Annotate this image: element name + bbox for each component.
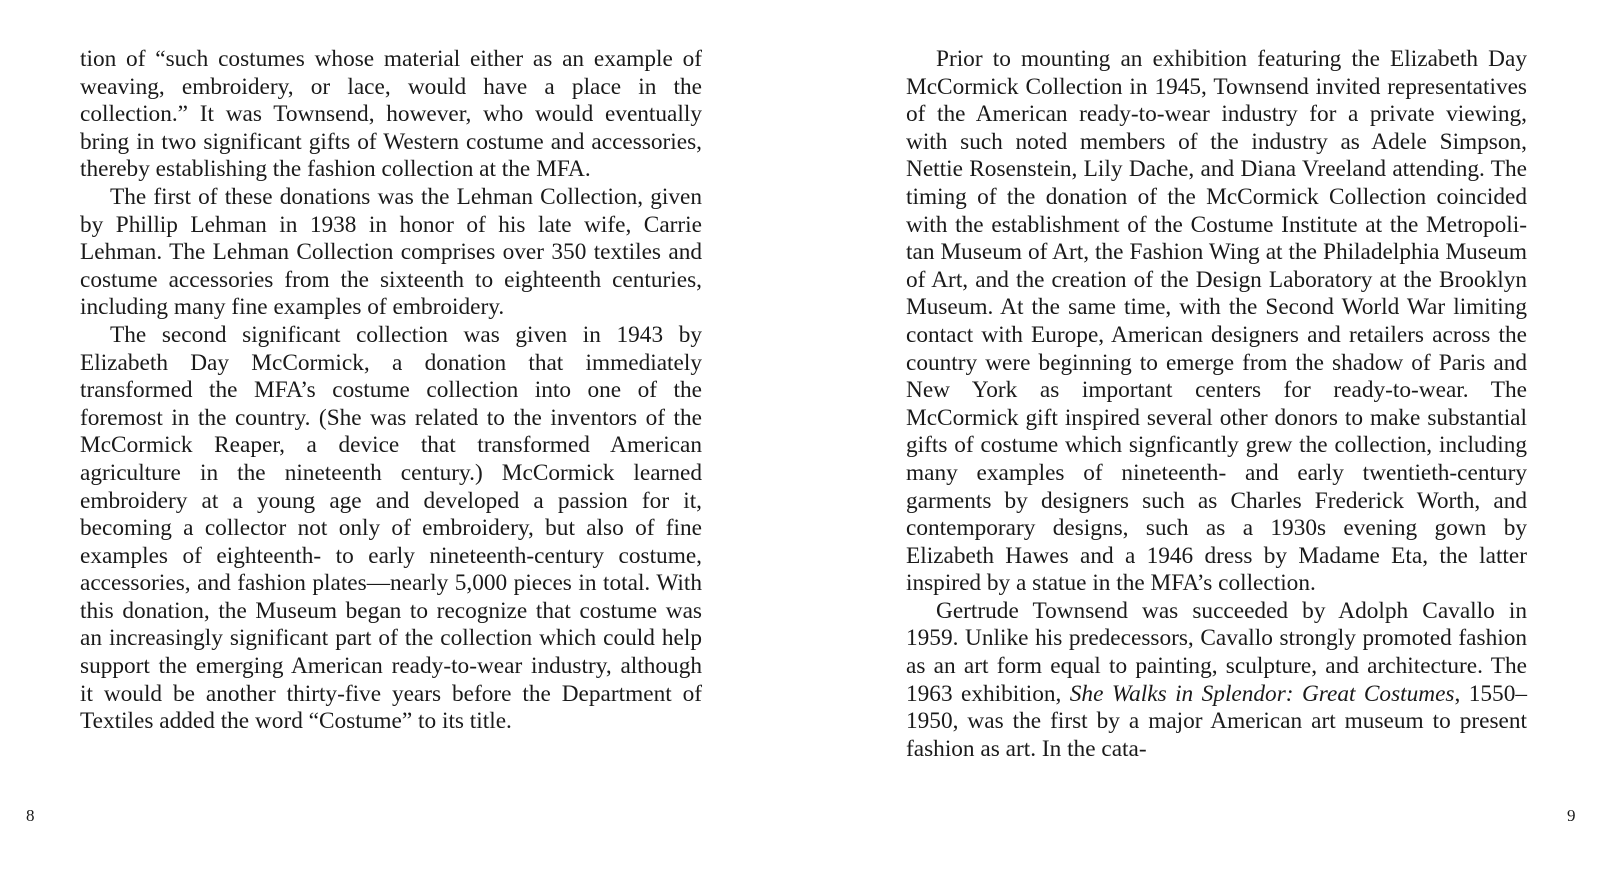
left-paragraph-2: The first of these donations was the Lehman Collection, given by Phillip Lehman in 1938 in honor of his late wife, Carrie Lehman. The Lehman Collection comprises over 350 textiles and costume accessories from the sixteenth to eighteenth centuries, including many fine examples of embroidery.	[80, 183, 702, 321]
right-paragraph-2-text-after-title: , 1550–1950, was the first by a major American art museum to present fashion as art. In the cata-	[906, 680, 1528, 762]
left-paragraph-3: The second significant collection was given in 1943 by Elizabeth Day McCormick, a donation that immediately transformed the MFA’s costume collection into one of the foremost in the country. (She was related to the inventors of the McCormick Reaper, a device that transformed American agriculture in the nineteenth century.) McCormick learned embroidery at a young age and developed a passion for it, becoming a collector not only of embroidery, but also of fine examples of eighteenth- to early nineteenth-century costume, accessories, and fashion plates—nearly 5,000 pieces in total. With this donation, the Museum began to recognize that costume was an increasingly significant part of the collection which could help support the emerging American ready-to-wear industry, although it would be another thirty-five years before the Department of Textiles added the word “Costume” to its title.	[80, 321, 702, 735]
right-page-text-column	[906, 46, 1527, 763]
right-paragraph-2	[906, 598, 1527, 764]
right-paragraph-1: Prior to mounting an exhibition featuring the Elizabeth Day McCormick Collection in 1945, Townsend invited representatives of the American ready-to-wear industry for a private viewing, with such noted members of the industry as Adele Simpson, Nettie Rosenstein, Lily Dache, and Diana Vreeland attending. The timing of the donation of the McCormick Collection coincided with the establishment of the Costume Institute at the Metropolitan Museum of Art, the Fashion Wing at the Philadelphia Museum of Art, and the creation of the Design Laboratory at the Brooklyn Museum. At the same time, with the Second World War limiting contact with Europe, American designers and retailers across the country were beginning to emerge from the shadow of Paris and New York as important centers for ready-to-wear. The McCormick gift inspired several other donors to make substantial gifts of costume which signficantly grew the collection, including many examples of nineteenth- and early twentieth-century garments by designers such as Charles Frederick Worth, and contemporary designs, such as a 1930s evening gown by Elizabeth Hawes and a 1946 dress by Madame Eta, the latter inspired by a statue in the MFA’s collection.	[906, 46, 1527, 597]
left-page-number: 8	[26, 806, 35, 825]
right-paragraph-2-text-before-title: Gertrude Townsend was succeeded by Adolph Cavallo in 1959. Unlike his predecessors, Cavallo strongly promoted fashion as an art form equal to painting, sculpture, and architecture. The 1963 exhibition,	[906, 597, 1527, 707]
exhibition-title: She Walks in Splendor: Great Costumes	[1069, 680, 1455, 707]
left-page-text-column	[80, 46, 702, 736]
left-paragraph-1: tion of “such costumes whose material either as an example of weaving, embroidery, or lace, would have a place in the collection.” It was Townsend, however, who would eventually bring in two significant gifts of Western costume and accessories, thereby establishing the fashion collection at the MFA.	[80, 46, 702, 183]
right-page-number: 9	[1567, 806, 1576, 825]
